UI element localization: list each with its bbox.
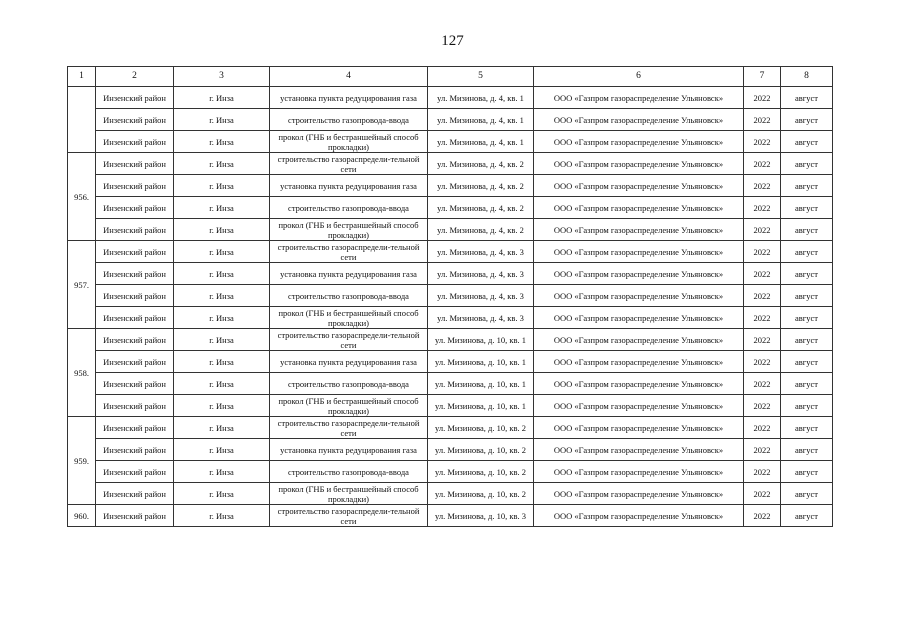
item-number-cell: 958. <box>68 329 96 417</box>
year-cell: 2022 <box>744 263 781 285</box>
city-cell: г. Инза <box>174 153 270 175</box>
column-header: 5 <box>428 67 534 87</box>
address-cell: ул. Мизинова, д. 4, кв. 2 <box>428 219 534 241</box>
city-cell: г. Инза <box>174 307 270 329</box>
district-cell: Инзенский район <box>96 395 174 417</box>
year-cell: 2022 <box>744 87 781 109</box>
table-row <box>68 153 833 175</box>
year-cell: 2022 <box>744 351 781 373</box>
table-header-row <box>68 67 833 87</box>
year-cell: 2022 <box>744 505 781 527</box>
city-cell: г. Инза <box>174 329 270 351</box>
work-type-cell: строительство газораспредели-тельной сети <box>270 153 428 175</box>
column-header: 7 <box>744 67 781 87</box>
organization-cell: ООО «Газпром газораспределение Ульяновск» <box>534 153 744 175</box>
organization-cell: ООО «Газпром газораспределение Ульяновск» <box>534 439 744 461</box>
organization-cell: ООО «Газпром газораспределение Ульяновск» <box>534 461 744 483</box>
city-cell: г. Инза <box>174 373 270 395</box>
table-row <box>68 285 833 307</box>
address-cell: ул. Мизинова, д. 10, кв. 3 <box>428 505 534 527</box>
city-cell: г. Инза <box>174 241 270 263</box>
month-cell: август <box>781 263 833 285</box>
district-cell: Инзенский район <box>96 197 174 219</box>
year-cell: 2022 <box>744 241 781 263</box>
work-type-cell: установка пункта редуцирования газа <box>270 263 428 285</box>
work-type-cell: установка пункта редуцирования газа <box>270 351 428 373</box>
work-type-cell: установка пункта редуцирования газа <box>270 87 428 109</box>
month-cell: август <box>781 175 833 197</box>
city-cell: г. Инза <box>174 417 270 439</box>
work-type-cell: строительство газопровода-ввода <box>270 461 428 483</box>
address-cell: ул. Мизинова, д. 10, кв. 1 <box>428 395 534 417</box>
year-cell: 2022 <box>744 153 781 175</box>
work-type-cell: установка пункта редуцирования газа <box>270 175 428 197</box>
month-cell: август <box>781 439 833 461</box>
table-row <box>68 307 833 329</box>
organization-cell: ООО «Газпром газораспределение Ульяновск» <box>534 505 744 527</box>
item-number-cell: 957. <box>68 241 96 329</box>
month-cell: август <box>781 417 833 439</box>
month-cell: август <box>781 219 833 241</box>
work-type-cell: строительство газопровода-ввода <box>270 197 428 219</box>
item-number-cell: 956. <box>68 153 96 241</box>
district-cell: Инзенский район <box>96 241 174 263</box>
district-cell: Инзенский район <box>96 131 174 153</box>
month-cell: август <box>781 505 833 527</box>
organization-cell: ООО «Газпром газораспределение Ульяновск» <box>534 373 744 395</box>
year-cell: 2022 <box>744 285 781 307</box>
organization-cell: ООО «Газпром газораспределение Ульяновск» <box>534 307 744 329</box>
city-cell: г. Инза <box>174 87 270 109</box>
month-cell: август <box>781 109 833 131</box>
month-cell: август <box>781 307 833 329</box>
table-row <box>68 417 833 439</box>
month-cell: август <box>781 395 833 417</box>
work-type-cell: строительство газопровода-ввода <box>270 285 428 307</box>
organization-cell: ООО «Газпром газораспределение Ульяновск» <box>534 175 744 197</box>
table-row <box>68 197 833 219</box>
organization-cell: ООО «Газпром газораспределение Ульяновск» <box>534 351 744 373</box>
address-cell: ул. Мизинова, д. 10, кв. 2 <box>428 439 534 461</box>
table-row <box>68 131 833 153</box>
month-cell: август <box>781 153 833 175</box>
organization-cell: ООО «Газпром газораспределение Ульяновск» <box>534 241 744 263</box>
month-cell: август <box>781 351 833 373</box>
table-row <box>68 219 833 241</box>
column-header: 1 <box>68 67 96 87</box>
table-row <box>68 461 833 483</box>
district-cell: Инзенский район <box>96 373 174 395</box>
work-type-cell: установка пункта редуцирования газа <box>270 439 428 461</box>
organization-cell: ООО «Газпром газораспределение Ульяновск» <box>534 483 744 505</box>
table-row <box>68 505 833 527</box>
district-cell: Инзенский район <box>96 439 174 461</box>
month-cell: август <box>781 461 833 483</box>
address-cell: ул. Мизинова, д. 4, кв. 3 <box>428 263 534 285</box>
district-cell: Инзенский район <box>96 109 174 131</box>
work-type-cell: прокол (ГНБ и бестраншейный способ прокладки) <box>270 483 428 505</box>
registry-table <box>67 66 833 527</box>
table-row <box>68 87 833 109</box>
work-type-cell: прокол (ГНБ и бестраншейный способ прокладки) <box>270 219 428 241</box>
work-type-cell: прокол (ГНБ и бестраншейный способ прокладки) <box>270 395 428 417</box>
column-header: 4 <box>270 67 428 87</box>
district-cell: Инзенский район <box>96 175 174 197</box>
table-row <box>68 373 833 395</box>
city-cell: г. Инза <box>174 351 270 373</box>
city-cell: г. Инза <box>174 483 270 505</box>
year-cell: 2022 <box>744 483 781 505</box>
column-header: 6 <box>534 67 744 87</box>
address-cell: ул. Мизинова, д. 4, кв. 2 <box>428 153 534 175</box>
district-cell: Инзенский район <box>96 153 174 175</box>
address-cell: ул. Мизинова, д. 4, кв. 1 <box>428 109 534 131</box>
city-cell: г. Инза <box>174 439 270 461</box>
city-cell: г. Инза <box>174 285 270 307</box>
address-cell: ул. Мизинова, д. 4, кв. 3 <box>428 285 534 307</box>
organization-cell: ООО «Газпром газораспределение Ульяновск» <box>534 109 744 131</box>
city-cell: г. Инза <box>174 197 270 219</box>
table-row <box>68 109 833 131</box>
district-cell: Инзенский район <box>96 461 174 483</box>
city-cell: г. Инза <box>174 219 270 241</box>
address-cell: ул. Мизинова, д. 4, кв. 2 <box>428 175 534 197</box>
month-cell: август <box>781 285 833 307</box>
work-type-cell: прокол (ГНБ и бестраншейный способ прокладки) <box>270 307 428 329</box>
address-cell: ул. Мизинова, д. 10, кв. 1 <box>428 351 534 373</box>
city-cell: г. Инза <box>174 461 270 483</box>
month-cell: август <box>781 87 833 109</box>
organization-cell: ООО «Газпром газораспределение Ульяновск» <box>534 285 744 307</box>
address-cell: ул. Мизинова, д. 4, кв. 3 <box>428 241 534 263</box>
district-cell: Инзенский район <box>96 329 174 351</box>
month-cell: август <box>781 373 833 395</box>
district-cell: Инзенский район <box>96 483 174 505</box>
month-cell: август <box>781 483 833 505</box>
year-cell: 2022 <box>744 175 781 197</box>
month-cell: август <box>781 329 833 351</box>
year-cell: 2022 <box>744 329 781 351</box>
work-type-cell: строительство газопровода-ввода <box>270 109 428 131</box>
address-cell: ул. Мизинова, д. 4, кв. 1 <box>428 131 534 153</box>
district-cell: Инзенский район <box>96 87 174 109</box>
address-cell: ул. Мизинова, д. 10, кв. 1 <box>428 329 534 351</box>
year-cell: 2022 <box>744 395 781 417</box>
work-type-cell: строительство газораспредели-тельной сети <box>270 241 428 263</box>
month-cell: август <box>781 241 833 263</box>
district-cell: Инзенский район <box>96 417 174 439</box>
year-cell: 2022 <box>744 307 781 329</box>
address-cell: ул. Мизинова, д. 4, кв. 1 <box>428 87 534 109</box>
city-cell: г. Инза <box>174 109 270 131</box>
address-cell: ул. Мизинова, д. 10, кв. 1 <box>428 373 534 395</box>
table-row <box>68 175 833 197</box>
year-cell: 2022 <box>744 417 781 439</box>
year-cell: 2022 <box>744 461 781 483</box>
city-cell: г. Инза <box>174 263 270 285</box>
city-cell: г. Инза <box>174 131 270 153</box>
table-row <box>68 351 833 373</box>
table-row <box>68 329 833 351</box>
organization-cell: ООО «Газпром газораспределение Ульяновск» <box>534 329 744 351</box>
address-cell: ул. Мизинова, д. 10, кв. 2 <box>428 461 534 483</box>
district-cell: Инзенский район <box>96 285 174 307</box>
column-header: 8 <box>781 67 833 87</box>
table-row <box>68 439 833 461</box>
year-cell: 2022 <box>744 219 781 241</box>
work-type-cell: строительство газораспредели-тельной сети <box>270 417 428 439</box>
year-cell: 2022 <box>744 373 781 395</box>
organization-cell: ООО «Газпром газораспределение Ульяновск» <box>534 87 744 109</box>
year-cell: 2022 <box>744 131 781 153</box>
city-cell: г. Инза <box>174 175 270 197</box>
table-row <box>68 263 833 285</box>
table-row <box>68 483 833 505</box>
page-number: 127 <box>441 33 464 49</box>
month-cell: август <box>781 197 833 219</box>
column-header: 2 <box>96 67 174 87</box>
work-type-cell: строительство газопровода-ввода <box>270 373 428 395</box>
organization-cell: ООО «Газпром газораспределение Ульяновск» <box>534 197 744 219</box>
address-cell: ул. Мизинова, д. 4, кв. 3 <box>428 307 534 329</box>
work-type-cell: строительство газораспредели-тельной сети <box>270 505 428 527</box>
district-cell: Инзенский район <box>96 307 174 329</box>
district-cell: Инзенский район <box>96 505 174 527</box>
year-cell: 2022 <box>744 109 781 131</box>
city-cell: г. Инза <box>174 505 270 527</box>
work-type-cell: строительство газораспредели-тельной сети <box>270 329 428 351</box>
organization-cell: ООО «Газпром газораспределение Ульяновск» <box>534 263 744 285</box>
item-number-cell <box>68 87 96 153</box>
year-cell: 2022 <box>744 197 781 219</box>
district-cell: Инзенский район <box>96 219 174 241</box>
address-cell: ул. Мизинова, д. 10, кв. 2 <box>428 417 534 439</box>
item-number-cell: 960. <box>68 505 96 527</box>
year-cell: 2022 <box>744 439 781 461</box>
address-cell: ул. Мизинова, д. 10, кв. 2 <box>428 483 534 505</box>
table-row <box>68 241 833 263</box>
table-row <box>68 395 833 417</box>
item-number-cell: 959. <box>68 417 96 505</box>
city-cell: г. Инза <box>174 395 270 417</box>
organization-cell: ООО «Газпром газораспределение Ульяновск» <box>534 417 744 439</box>
organization-cell: ООО «Газпром газораспределение Ульяновск» <box>534 131 744 153</box>
work-type-cell: прокол (ГНБ и бестраншейный способ прокладки) <box>270 131 428 153</box>
month-cell: август <box>781 131 833 153</box>
district-cell: Инзенский район <box>96 263 174 285</box>
organization-cell: ООО «Газпром газораспределение Ульяновск» <box>534 395 744 417</box>
address-cell: ул. Мизинова, д. 4, кв. 2 <box>428 197 534 219</box>
column-header: 3 <box>174 67 270 87</box>
district-cell: Инзенский район <box>96 351 174 373</box>
organization-cell: ООО «Газпром газораспределение Ульяновск» <box>534 219 744 241</box>
